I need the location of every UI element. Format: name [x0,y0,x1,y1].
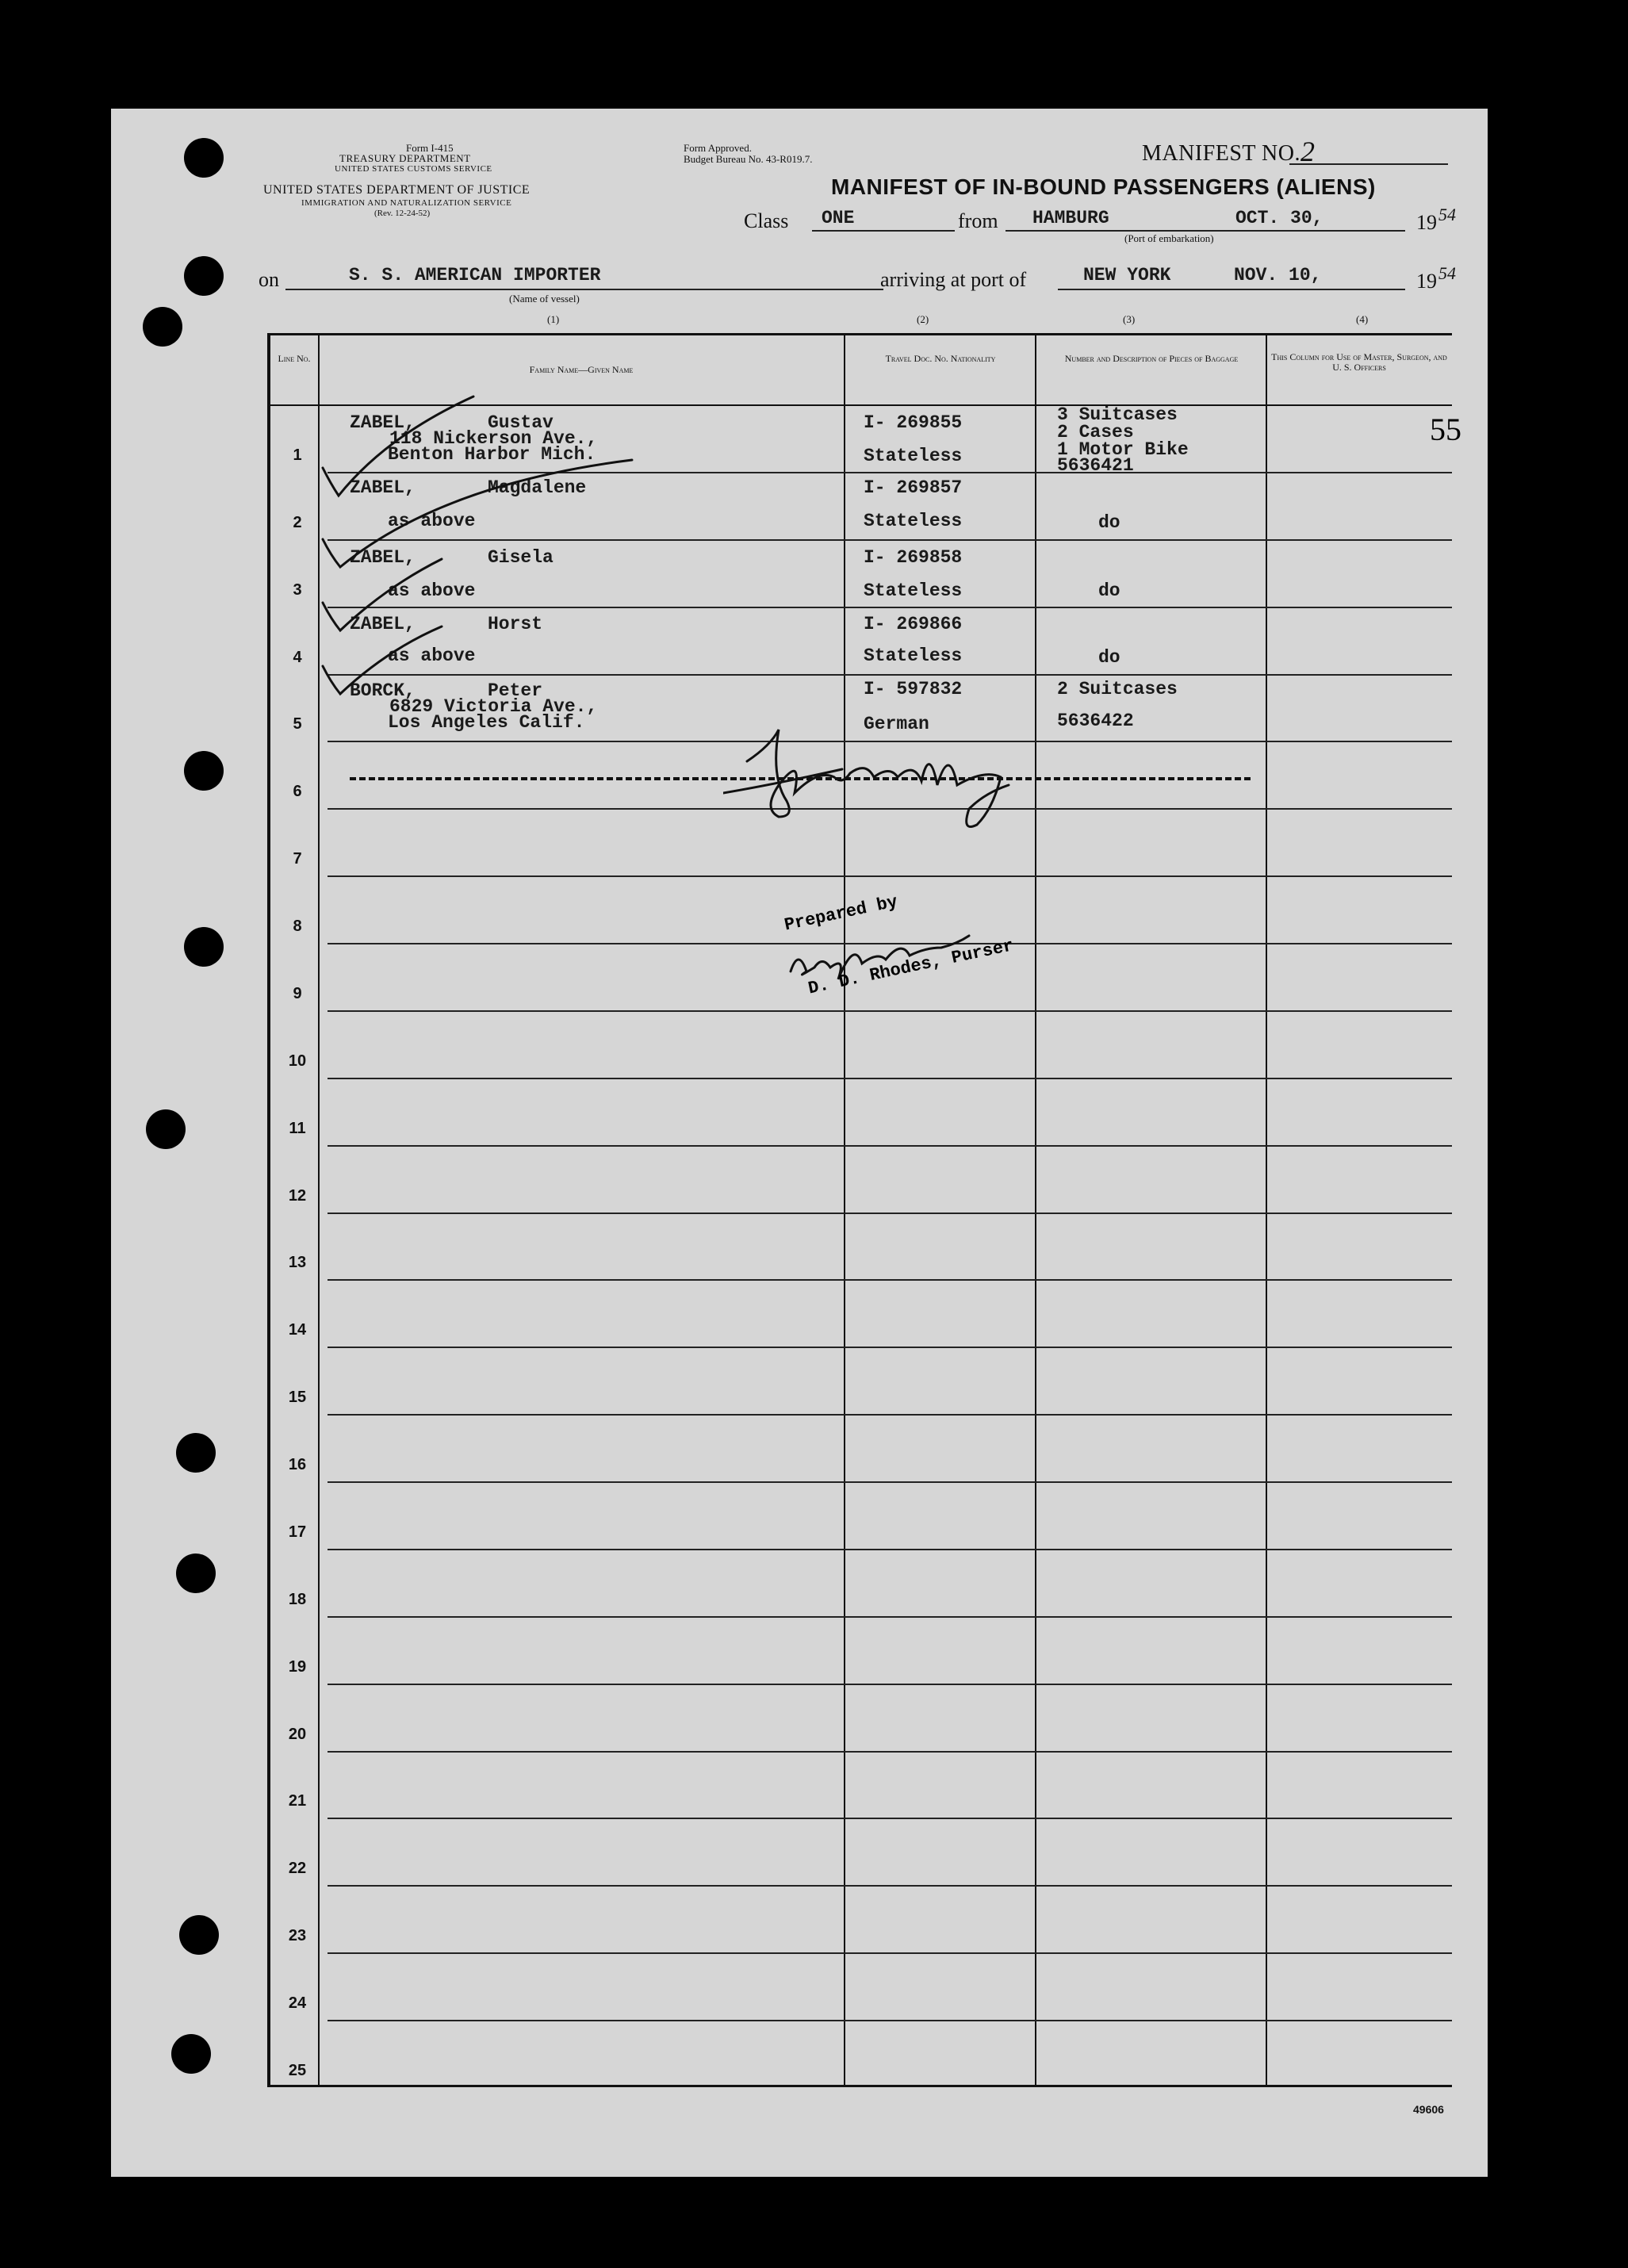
row-divider [328,1414,1452,1416]
header-officers: This Column for Use of Master, Surgeon, and U. S. Officers [1271,351,1447,373]
manifest-number: 2 [1300,136,1315,167]
row-divider [328,1279,1452,1281]
row-divider [328,1684,1452,1685]
row-divider [328,875,1452,877]
punch-hole [179,1915,219,1955]
dept-justice: UNITED STATES DEPARTMENT OF JUSTICE [263,183,531,197]
baggage: 5636421 [1057,455,1134,476]
punch-hole [143,307,182,347]
footer-code: 49606 [1413,2103,1444,2116]
line-number: 19 [288,1658,307,1676]
class-value: ONE [822,208,855,228]
port-caption: (Port of embarkation) [1124,232,1214,244]
prepared-by-label: Prepared by [783,891,900,936]
given-name: Magdalene [488,477,587,498]
officer-signature [723,714,1072,833]
line-number: 16 [288,1456,307,1473]
arrival-port: NEW YORK [1083,265,1171,285]
baggage: 2 Cases [1057,422,1134,442]
family-name: ZABEL, [350,412,416,433]
year-prefix: 19 [1416,211,1437,234]
baggage: 1 Motor Bike [1057,439,1189,460]
depart-year: 54 [1438,205,1456,224]
departure-date: OCT. 30, [1235,208,1323,228]
row-divider [328,1078,1452,1079]
line-number: 25 [288,2062,307,2079]
travel-doc-number: I- 597832 [864,679,963,699]
nationality: Stateless [864,446,963,466]
arrival-date: NOV. 10, [1234,265,1322,285]
header-travel-doc: Travel Doc. No. Nationality [885,353,996,364]
line-number: 21 [288,1792,307,1810]
line-number: 10 [288,1052,307,1070]
line-number: 2 [293,514,302,531]
ins-service: IMMIGRATION AND NATURALIZATION SERVICE [301,198,512,208]
address: 6829 Victoria Ave., [389,696,598,717]
punch-hole [184,927,224,967]
given-name: Horst [488,614,543,634]
given-name: Gisela [488,547,554,568]
row-divider [328,1818,1452,1819]
line-number: 17 [288,1523,307,1541]
col-num-2: (2) [917,313,929,325]
given-name: Gustav [488,412,554,433]
baggage: 3 Suitcases [1057,404,1178,425]
header-family-name: Family Name—Given Name [529,364,634,375]
manifest-table [267,333,1461,2087]
row-divider [328,1213,1452,1214]
row-divider [328,1347,1452,1348]
baggage: do [1098,647,1120,668]
row-divider [328,1952,1452,1954]
line-number: 18 [288,1591,307,1608]
row-divider [328,1885,1452,1887]
customs-service: UNITED STATES CUSTOMS SERVICE [335,164,492,174]
nationality: Stateless [864,646,963,666]
line-number: 8 [293,918,302,935]
col-num-1: (1) [547,313,560,325]
address: as above [388,580,476,601]
address: Los Angeles Calif. [388,712,585,733]
punch-hole [184,138,224,178]
row-divider [328,2020,1452,2021]
header-baggage: Number and Description of Pieces of Baggage [1064,353,1239,364]
arrival-year-prefix: 19 [1416,270,1437,293]
line-number: 7 [293,850,302,868]
punch-hole [176,1554,216,1593]
travel-doc-number: I- 269855 [864,412,963,433]
family-name: ZABEL, [350,477,416,498]
vessel-name: S. S. AMERICAN IMPORTER [349,265,601,285]
line-number: 14 [288,1321,307,1339]
officer-mark: 55 [1430,412,1461,447]
line-number: 5 [293,715,302,733]
class-label: Class [744,209,789,232]
row-divider [328,1010,1452,1012]
row-divider [328,1751,1452,1753]
travel-doc-number: I- 269858 [864,547,963,568]
family-name: ZABEL, [350,614,416,634]
manifest-label: MANIFEST NO. [1142,141,1300,166]
line-number: 11 [289,1120,306,1137]
line-number: 20 [288,1726,307,1743]
purser-name: D. D. Rhodes, Purser [806,936,1016,999]
line-number: 22 [288,1860,307,1877]
form-number: Form I-415 [406,142,454,154]
row-divider [328,1145,1452,1147]
line-number: 13 [288,1254,307,1271]
line-number: 9 [293,985,302,1002]
check-marks [299,365,806,730]
baggage: do [1098,580,1120,601]
arrival-year: 54 [1438,263,1456,283]
on-label: on [259,268,279,291]
punch-hole [176,1433,216,1473]
line-number: 15 [288,1389,307,1406]
form-approved: Form Approved. [684,142,752,154]
nationality: Stateless [864,511,963,531]
travel-doc-number: I- 269866 [864,614,963,634]
family-name: ZABEL, [350,547,416,568]
arriving-label: arriving at port of [880,268,1027,291]
row-divider [328,1481,1452,1483]
embarkation-port: HAMBURG [1032,208,1109,228]
nationality: German [864,714,929,734]
header-line-no: Line No. [278,353,311,364]
punch-hole [171,2034,211,2074]
treasury-dept: TREASURY DEPARTMENT [339,152,471,164]
line-number: 3 [293,581,302,599]
table-bottom-rule [267,2085,1452,2087]
row-divider [328,1616,1452,1618]
travel-doc-number: I- 269857 [864,477,963,498]
address: as above [388,511,476,531]
budget-bureau: Budget Bureau No. 43-R019.7. [684,153,813,165]
baggage: 5636422 [1057,711,1134,731]
manifest-title: MANIFEST OF IN-BOUND PASSENGERS (ALIENS) [831,174,1376,199]
line-number: 12 [288,1187,307,1205]
from-label: from [958,209,998,232]
line-number: 6 [293,783,302,800]
punch-hole [146,1109,186,1149]
nationality: Stateless [864,580,963,601]
row-divider [328,1549,1452,1550]
col-num-4: (4) [1356,313,1369,325]
family-name: BORCK, [350,680,416,701]
punch-hole [184,751,224,791]
baggage: 2 Suitcases [1057,679,1178,699]
address: as above [388,646,476,666]
line-number: 23 [288,1927,307,1944]
address: Benton Harbor Mich. [388,444,596,465]
revision: (Rev. 12-24-52) [374,209,431,218]
line-number: 4 [293,649,302,666]
line-number: 24 [288,1994,307,2012]
col-num-3: (3) [1123,313,1136,325]
baggage: do [1098,512,1120,533]
line-number: 1 [293,446,302,464]
vessel-caption: (Name of vessel) [509,293,580,305]
punch-hole [184,256,224,296]
address: 118 Nickerson Ave., [389,428,598,449]
given-name: Peter [488,680,543,701]
